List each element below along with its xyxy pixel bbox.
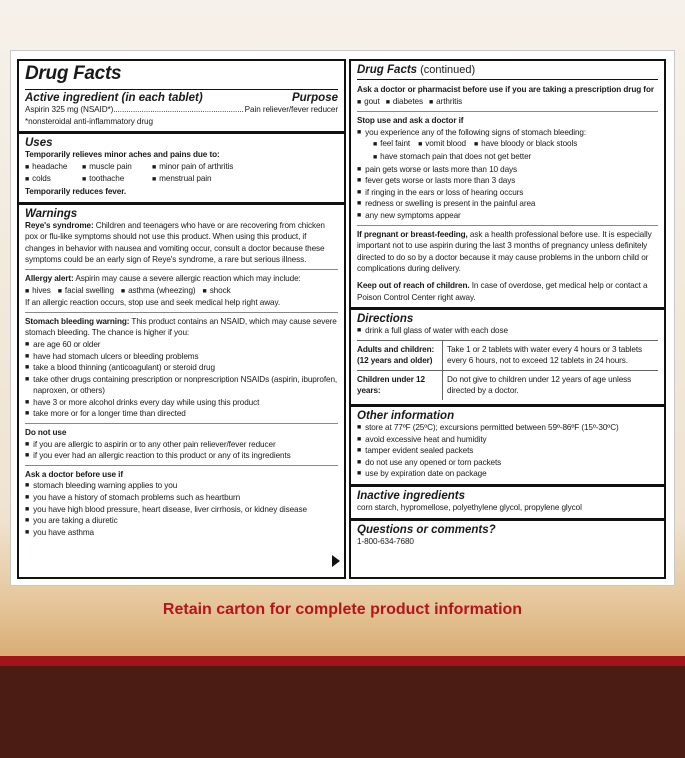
allergy-item: ■ shock [203, 285, 231, 298]
uses-item: ■ minor pain of arthritis [152, 161, 338, 174]
drug-facts-label [10, 50, 675, 586]
continue-arrow-icon [332, 555, 340, 567]
list-item: ■ take more or for a longer time than directed [25, 408, 338, 420]
uses-item: ■ toothache [82, 173, 152, 186]
list-item: ■ avoid excessive heat and humidity [357, 434, 658, 446]
directions-who: Adults and children: (12 years and older) [357, 341, 443, 370]
stop-sub-items [357, 138, 658, 151]
stomach-bleeding-warning: Stomach bleeding warning: This product contains an NSAID, which may cause severe stomach bleeding. The chance is higher if you: [25, 316, 337, 338]
list-item: ■ drink a full glass of water with each dose [357, 325, 658, 337]
list-item: ■ if you are allergic to aspirin or to any other pain reliever/fever reducer [25, 439, 338, 451]
list-item: ■ if ringing in the ears or loss of hearing occurs [357, 187, 658, 199]
list-item: ■ stomach bleeding warning applies to you [25, 480, 338, 492]
drug-facts-left-column [17, 59, 346, 579]
ask-pharmacist: Ask a doctor or pharmacist before use if you are taking a prescription drug for [357, 85, 654, 94]
list-item: ■ feel faint [373, 138, 410, 151]
list-item: ■ arthritis [429, 96, 462, 109]
allergy-after: If an allergic reaction occurs, stop use and seek medical help right away. [25, 298, 281, 308]
uses-item: ■ colds [25, 173, 82, 186]
uses-section [19, 134, 344, 204]
allergy-alert: Allergy alert: Aspirin may cause a severe allergic reaction which may include: [25, 273, 301, 283]
warnings-section [19, 205, 344, 543]
list-item: ■ have bloody or black stools [474, 138, 577, 151]
list-item: ■ pain gets worse or lasts more than 10 days [357, 164, 658, 176]
inactive-heading: Inactive ingredients [357, 490, 466, 503]
pregnancy-warning: If pregnant or breast-feeding, ask a health professional before use. It is especially important not to use aspirin during the last 3 months of pregnancy unless definitely directed to do so by a doctor because it may cause problems in the unborn child or complications during delivery. [357, 229, 652, 274]
purpose-text: Pain reliever/fever reducer [244, 105, 338, 114]
red-band [0, 656, 685, 666]
directions-what: Do not give to children under 12 years of age unless directed by a doctor. [447, 374, 632, 396]
table-row [357, 341, 658, 371]
list-item: ■ store at 77ºF (25ºC); excursions permitted between 59º-86ºF (15º-30ºC) [357, 422, 658, 434]
list-item: ■ any new symptoms appear [357, 210, 658, 222]
other-information-section [351, 407, 664, 487]
list-item: ■ if you ever had an allergic reaction to this product or any of its ingredients [25, 450, 338, 462]
questions-section [351, 521, 664, 552]
phone-number: 1-800-634-7680 [357, 536, 414, 546]
active-ingredient-text: Aspirin 325 mg (NSAID*)............................................................ [25, 105, 244, 114]
allergy-items [25, 285, 338, 298]
continued-section [351, 61, 664, 310]
uses-outro: Temporarily reduces fever. [25, 186, 127, 196]
directions-table [357, 340, 658, 400]
inactive-text: corn starch, hypromellose, polyethylene glycol, propylene glycol [357, 503, 582, 513]
ask-doctor-heading: Ask a doctor before use if [25, 469, 123, 479]
keep-out-of-reach: Keep out of reach of children. In case of overdose, get medical help or contact a Poison Control Center right away. [357, 280, 648, 302]
list-item: ■ have had stomach ulcers or bleeding problems [25, 351, 338, 363]
directions-section [351, 310, 664, 407]
questions-heading: Questions or comments? [357, 523, 496, 536]
active-ingredient-heading: Active ingredient (in each tablet) [25, 92, 203, 104]
table-row [357, 371, 658, 400]
uses-list [25, 161, 338, 186]
other-info-heading: Other information [357, 410, 455, 423]
drug-facts-right-column [349, 59, 666, 579]
uses-item: ■ muscle pain [82, 161, 152, 174]
uses-item: ■ headache [25, 161, 82, 174]
reye-warning: Reye's syndrome: Children and teenagers who have or are recovering from chicken pox or flu-like symptoms should not use this product. When using this product, if changes in behavior with nausea and vomiting occur, consult a doctor because these symptoms could be an early sign of Reye's syndrome, a rare but serious illness. [25, 220, 325, 265]
stop-use-heading: Stop use and ask a doctor if [357, 116, 464, 126]
pharm-items [357, 96, 658, 109]
nsaid-note: *nonsteroidal anti-inflammatory drug [25, 116, 153, 126]
list-item: ■ gout [357, 96, 380, 109]
uses-heading: Uses [25, 137, 53, 150]
inactive-ingredients-section [351, 487, 664, 521]
uses-item: ■ menstrual pain [152, 173, 338, 186]
allergy-item: ■ asthma (wheezing) [121, 285, 196, 298]
list-item: ■ you are taking a diuretic [25, 515, 338, 527]
list-item: ■ you have a history of stomach problems such as heartburn [25, 492, 338, 504]
active-ingredient-section [19, 61, 344, 134]
directions-what: Take 1 or 2 tablets with water every 4 hours or 3 tablets every 6 hours, not to exceed 12 tablets in 24 hours. [447, 344, 642, 366]
list-item: ■ are age 60 or older [25, 339, 338, 351]
brown-band [0, 666, 685, 758]
do-not-use-heading: Do not use [25, 428, 67, 438]
uses-intro: Temporarily relieves minor aches and pains due to: [25, 150, 220, 160]
list-item: ■ redness or swelling is present in the painful area [357, 198, 658, 210]
list-item: ■ fever gets worse or lasts more than 3 days [357, 175, 658, 187]
list-item: ■ tamper evident sealed packets [357, 445, 658, 457]
directions-heading: Directions [357, 313, 414, 326]
list-item: ■ take other drugs containing prescription or nonprescription NSAIDs (aspirin, ibuprofen, naproxen, or others) [25, 374, 338, 397]
list-item: ■ do not use any opened or torn packets [357, 457, 658, 469]
retain-carton-notice: Retain carton for complete product information [162, 601, 523, 618]
list-item: ■ vomit blood [418, 138, 466, 151]
purpose-heading: Purpose [291, 92, 338, 104]
drug-facts-title: Drug Facts [25, 63, 122, 84]
list-item: ■ take a blood thinning (anticoagulant) or steroid drug [25, 362, 338, 374]
list-item: ■ have 3 or more alcohol drinks every day while using this product [25, 397, 338, 409]
directions-who: Children under 12 years: [357, 371, 443, 400]
warnings-heading: Warnings [25, 207, 78, 220]
allergy-item: ■ facial swelling [58, 285, 114, 298]
list-item: ■ diabetes [386, 96, 423, 109]
list-item: ■ you have asthma [25, 527, 338, 539]
list-item: ■ use by expiration date on package [357, 468, 658, 480]
list-item: ■ you experience any of the following signs of stomach bleeding: [357, 127, 658, 139]
list-item: ■ you have high blood pressure, heart disease, liver cirrhosis, or kidney disease [25, 504, 338, 516]
allergy-item: ■ hives [25, 285, 51, 298]
list-item: ■ have stomach pain that does not get better [373, 152, 531, 161]
continued-title: Drug Facts (continued) [357, 64, 476, 76]
